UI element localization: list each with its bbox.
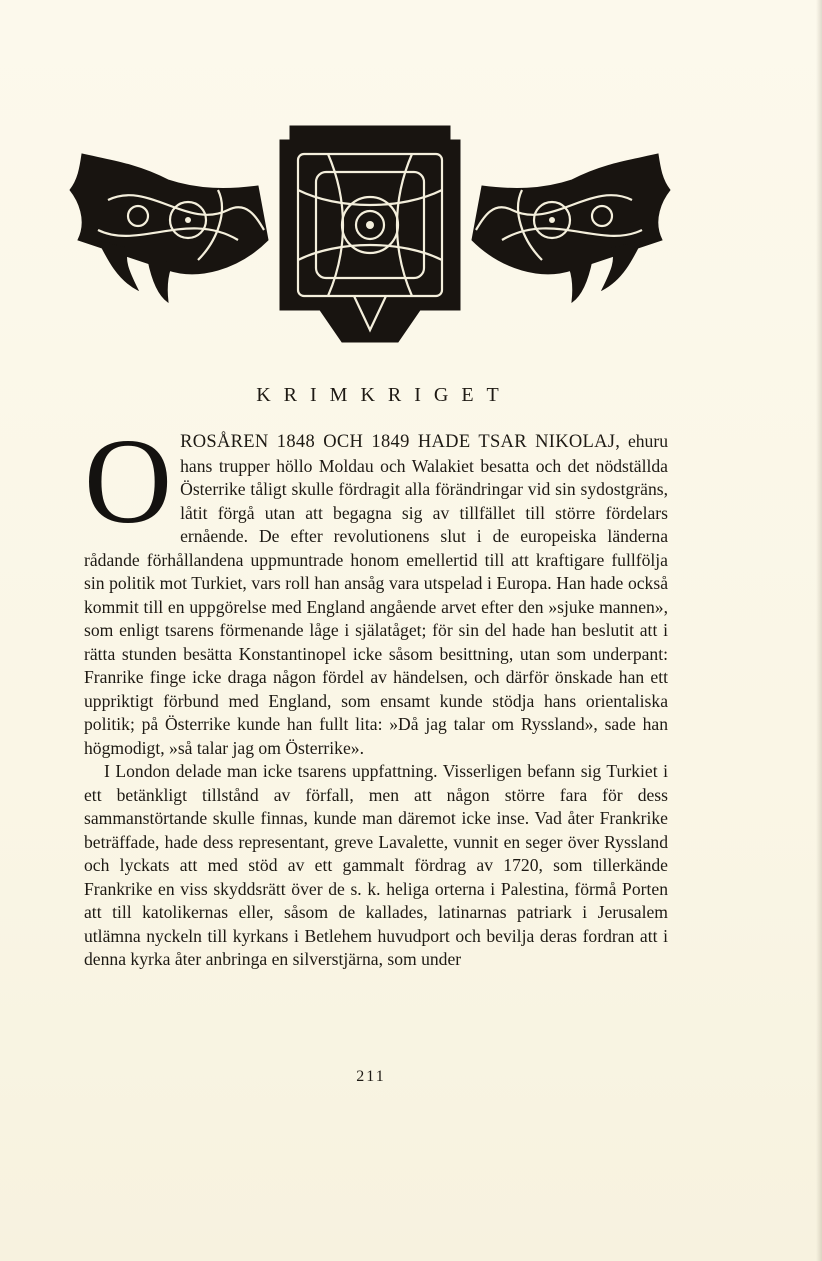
page-number: 211 <box>356 1068 386 1085</box>
paragraph-1-lead: ROSÅREN 1848 OCH 1849 HADE TSAR NIKOLAJ, <box>180 432 621 452</box>
celtic-knot-headpiece-icon <box>68 120 672 348</box>
paragraph-1-text: ehuru hans trupper höllo Moldau och Walakiet besatta och det nödställda Österrike tåligt skulle fördragit alla förändringar vid sin sydostgräns, låtit förgå utan att begagna sig av tillfället till större fördelars ernående. De efter revolutionens slut i de europeiska länderna rådande förhållandena uppmuntrade honom emellertid till att kraftigare fullfölja sin politik mot Turkiet, vars roll han ansåg vara utspelad i Europa. Han hade också kommit till en uppgörelse med England angående arvet efter den »sjuke mannen», som enligt tsarens förmenande låge i själatåget; för sin del hade han beslutit att i rätta stunden besätta Konstantinopel icke såsom besittning, utan som underpant: Franrike finge icke draga någon fördel av händelsen, och därför önskade han ett uppriktigt förbund med England, som ensamt kunde stödja hans orientaliska politik; på Österrike kunde han fullt lita: »Då jag talar om Ryssland», sade han högmodigt, »så talar jag om Österrike». <box>84 431 668 758</box>
page-edge-shadow <box>816 0 822 1261</box>
body-text <box>84 414 668 972</box>
paragraph-2: I London delade man icke tsarens uppfattning. Visserligen befann sig Turkiet i ett betänkligt tillstånd av förfall, men att någon större fara för dess sammanstörtande skulle finnas, kunde man däremot icke inse. Vad åter Frankrike beträffade, hade dess representant, greve Lavalette, vunnit en seger över Ryssland och lyckats att med stöd av ett gammalt fördrag av 1720, som tillerkände Frankrike en viss skyddsrätt över de s. k. heliga orterna i Palestina, förmå Porten att till katolikernas eller, såsom de kallades, latinarnas patriark i Jerusalem utlämna nyckeln till kyrkans i Betlehem huvudport och bevilja deras fordran att i denna kyrka åter anbringa en silverstjärna, som under <box>84 761 668 969</box>
drop-cap: O <box>84 414 173 549</box>
chapter-title: KRIMKRIGET <box>256 384 512 406</box>
paragraph-1 <box>84 414 668 760</box>
